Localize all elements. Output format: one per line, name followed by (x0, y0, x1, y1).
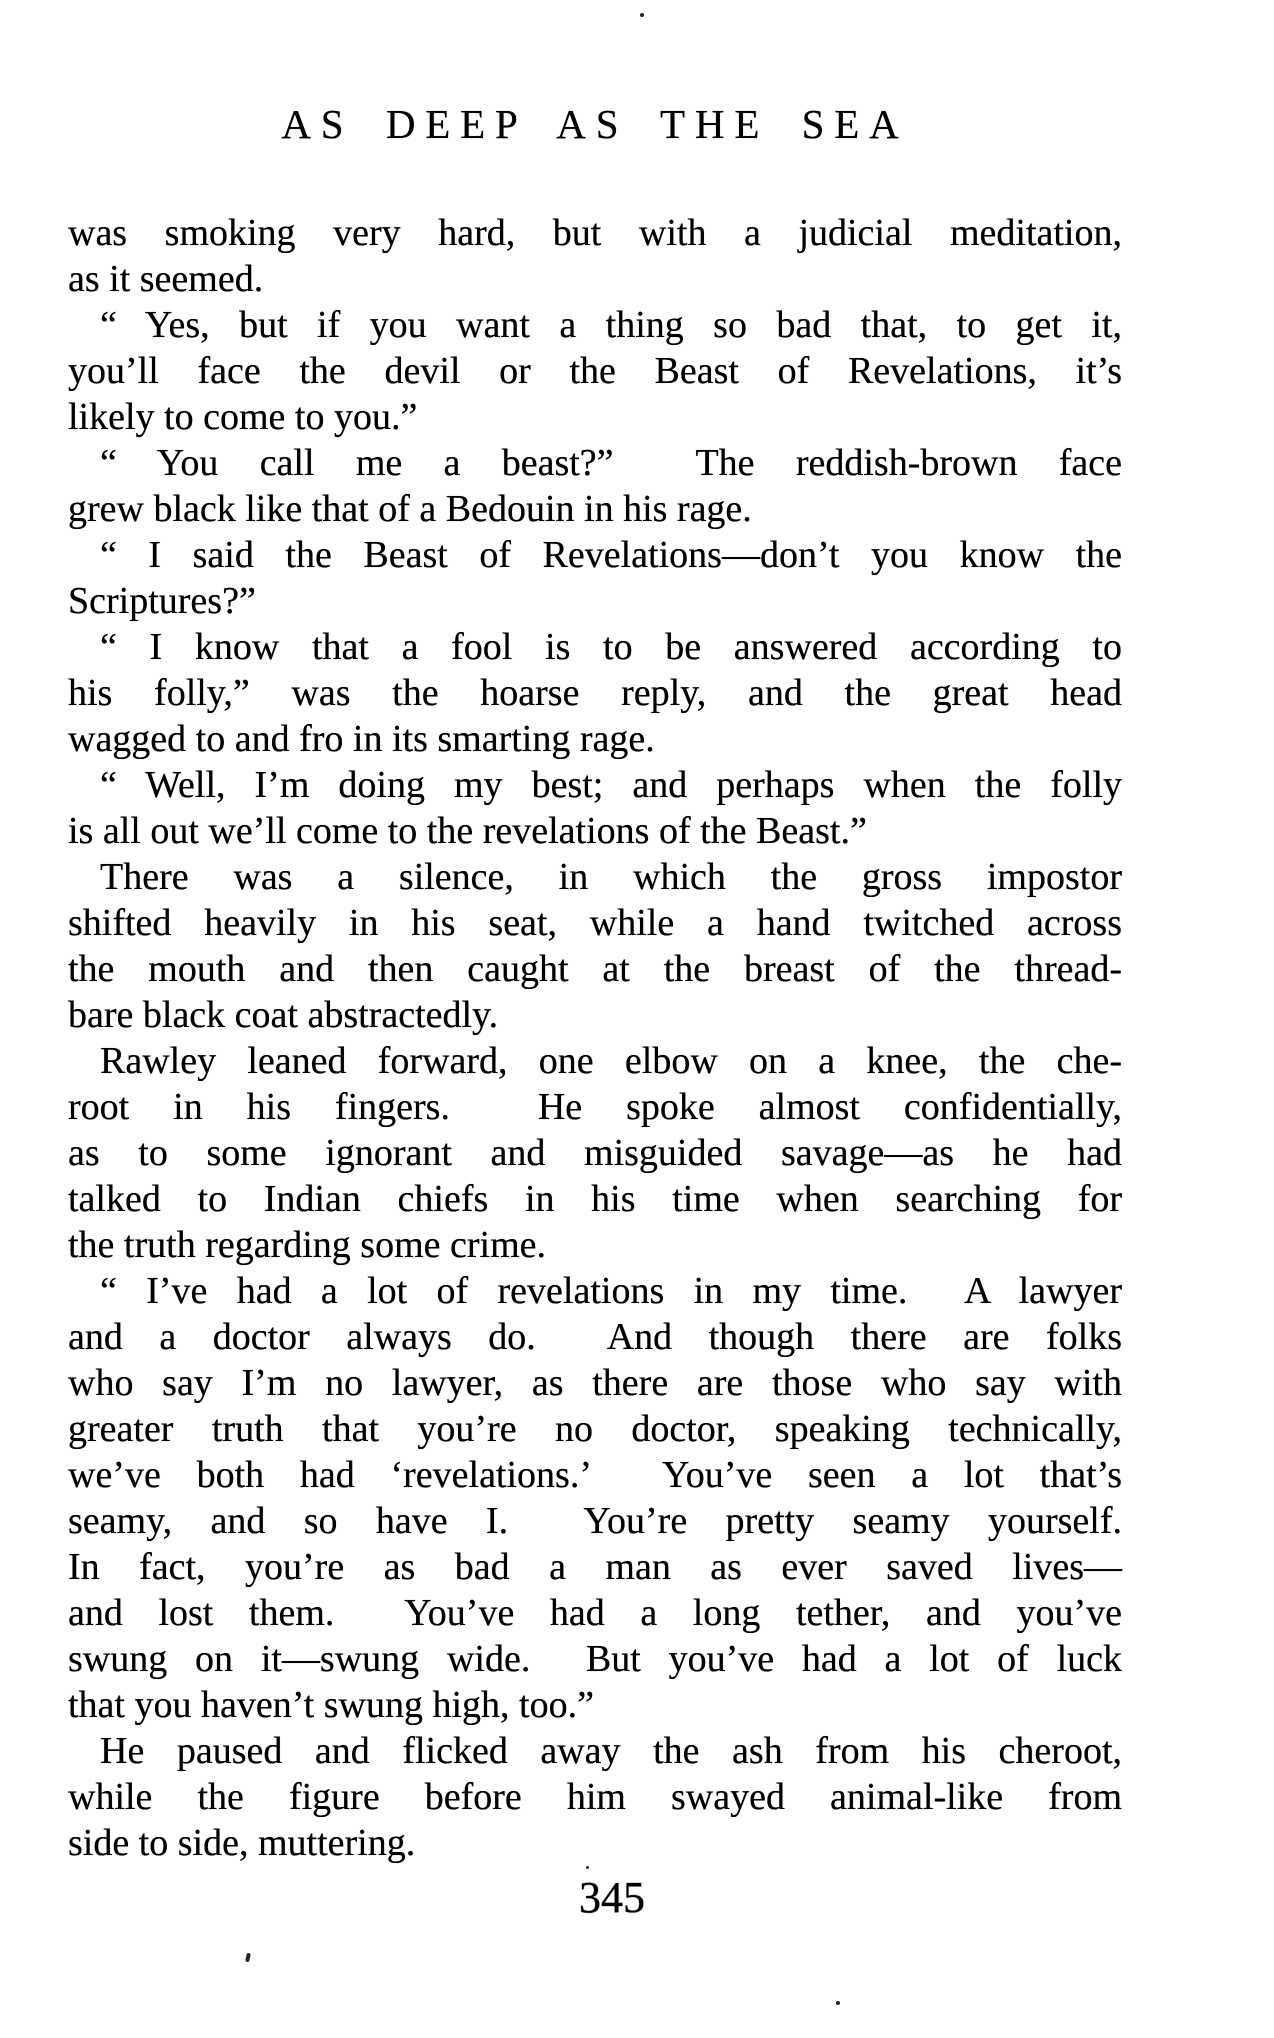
text-line: Rawley leaned forward, one elbow on a knee, the che- (100, 1040, 1122, 1082)
text-line: wagged to and fro in its smarting rage. (68, 718, 655, 760)
text-line: who say I’m no lawyer, as there are those who say with (68, 1362, 1122, 1404)
text-line: swung on it—swung wide. But you’ve had a lot of luck (68, 1638, 1122, 1680)
ink-speck (640, 13, 644, 17)
text-line: as it seemed. (68, 258, 264, 300)
text-line: as to some ignorant and misguided savage—as he had (68, 1132, 1122, 1174)
text-line: shifted heavily in his seat, while a hand twitched across (68, 902, 1122, 944)
running-head: AS DEEP AS THE SEA (281, 101, 909, 147)
text-line: that you haven’t swung high, too.” (68, 1684, 594, 1726)
text-line: his folly,” was the hoarse reply, and the great head (68, 672, 1122, 714)
text-line: is all out we’ll come to the revelations of the Beast.” (68, 810, 867, 852)
text-line: Scriptures?” (68, 580, 256, 622)
ink-speck (836, 2001, 840, 2005)
text-line: “ Yes, but if you want a thing so bad that, to get it, (100, 304, 1122, 346)
text-line: “ I said the Beast of Revelations—don’t you know the (100, 534, 1122, 576)
text-line: “ I know that a fool is to be answered according to (100, 626, 1122, 668)
text-line: and a doctor always do. And though there are folks (68, 1316, 1122, 1358)
text-line: while the figure before him swayed animal-like from (68, 1776, 1122, 1818)
text-line: In fact, you’re as bad a man as ever saved lives— (68, 1546, 1122, 1588)
text-line: the truth regarding some crime. (68, 1224, 547, 1266)
ink-speck (245, 1953, 251, 1963)
text-line: grew black like that of a Bedouin in his rage. (68, 488, 752, 530)
text-line: we’ve both had ‘revelations.’ You’ve seen a lot that’s (68, 1454, 1122, 1496)
text-line: There was a silence, in which the gross impostor (100, 856, 1122, 898)
text-line: root in his fingers. He spoke almost confidentially, (68, 1086, 1122, 1128)
ink-speck (586, 1866, 589, 1869)
text-line: “ Well, I’m doing my best; and perhaps when the folly (100, 764, 1122, 806)
text-line: likely to come to you.” (68, 396, 418, 438)
text-line: was smoking very hard, but with a judicial meditation, (68, 212, 1122, 254)
text-line: “ You call me a beast?” The reddish-brown face (100, 442, 1122, 484)
text-line: you’ll face the devil or the Beast of Revelations, it’s (68, 350, 1122, 392)
text-line: and lost them. You’ve had a long tether, and you’ve (68, 1592, 1122, 1634)
text-line: seamy, and so have I. You’re pretty seamy yourself. (68, 1500, 1122, 1542)
page-body-text (68, 210, 1122, 1866)
text-line: the mouth and then caught at the breast of the thread- (68, 948, 1122, 990)
page-number: 345 (579, 1873, 645, 1922)
text-line: side to side, muttering. (68, 1822, 416, 1864)
text-line: talked to Indian chiefs in his time when searching for (68, 1178, 1122, 1220)
text-line: greater truth that you’re no doctor, speaking technically, (68, 1408, 1122, 1450)
text-line: “ I’ve had a lot of revelations in my time. A lawyer (100, 1270, 1122, 1312)
text-line: bare black coat abstractedly. (68, 994, 499, 1036)
text-line: He paused and flicked away the ash from his cheroot, (100, 1730, 1122, 1772)
